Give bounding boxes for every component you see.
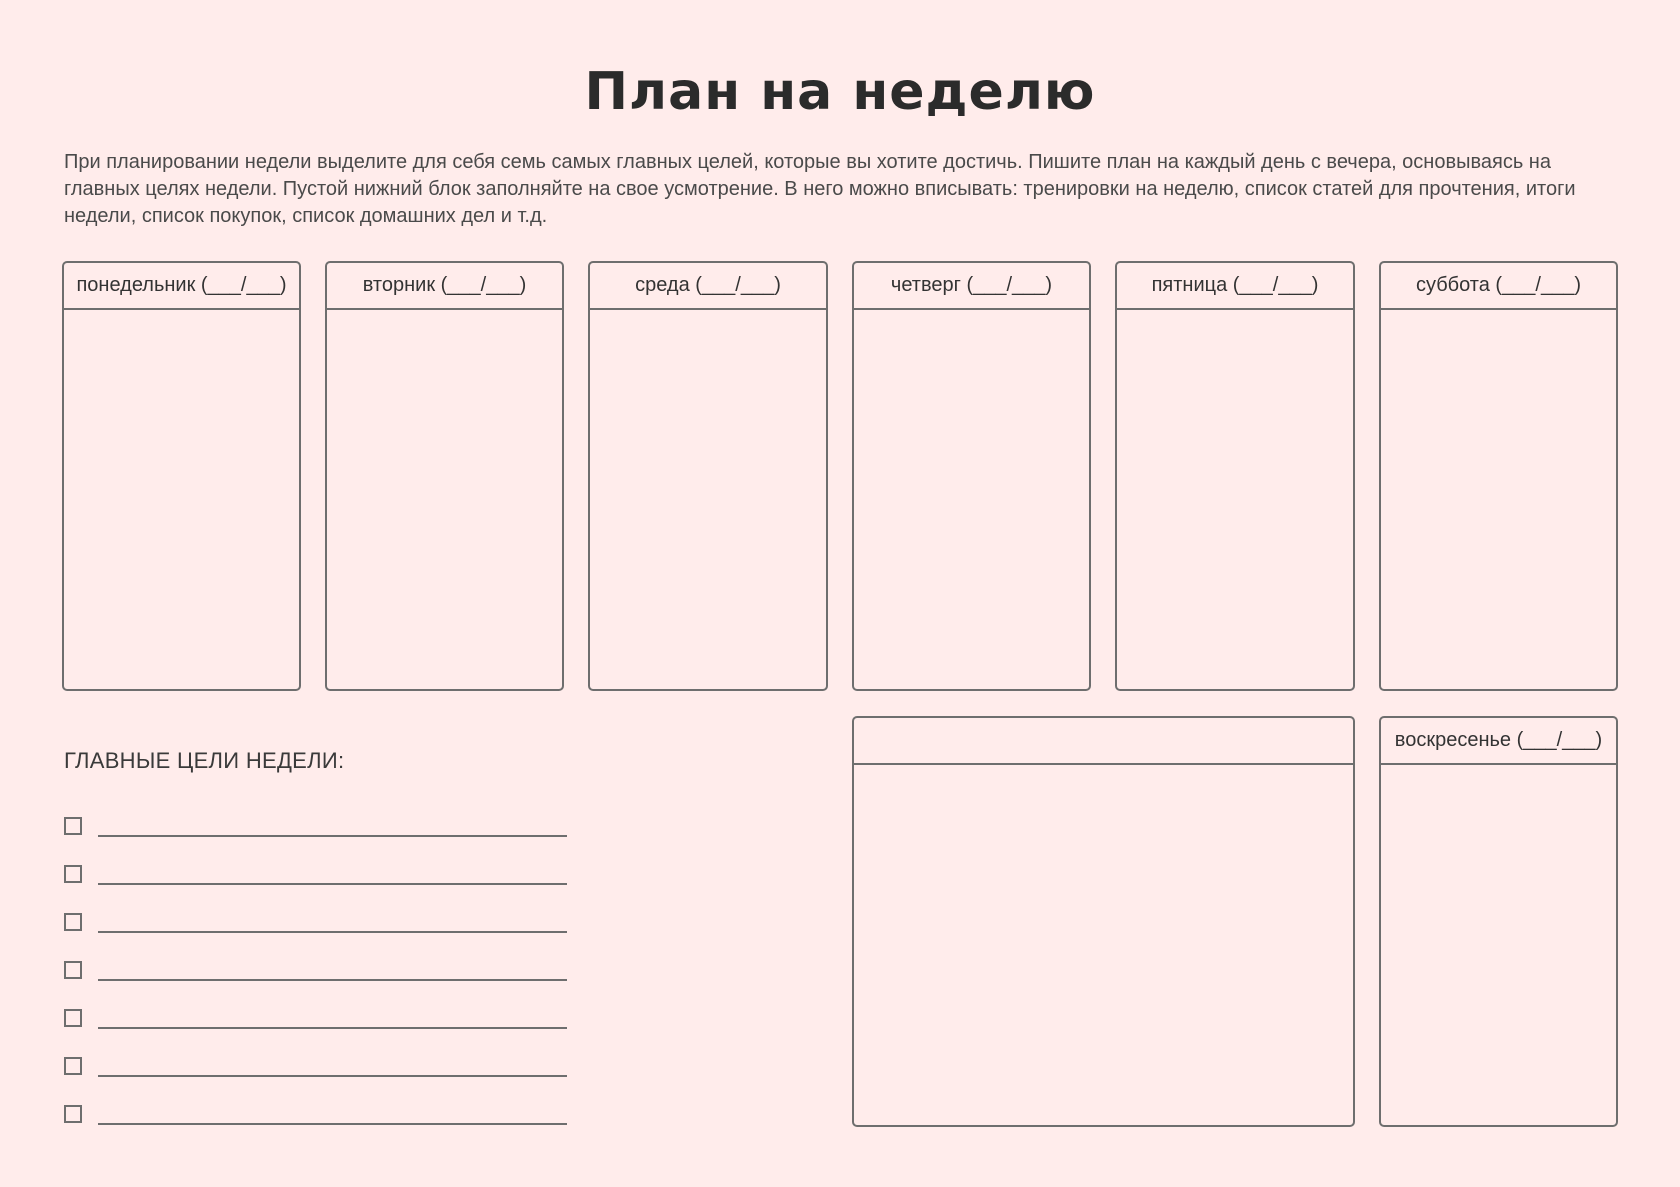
day-header-sunday: воскресенье (___/___) bbox=[1381, 718, 1616, 765]
day-header-monday: понедельник (___/___) bbox=[64, 263, 299, 310]
day-box-thursday[interactable] bbox=[852, 261, 1091, 691]
day-header-friday: пятница (___/___) bbox=[1117, 263, 1353, 310]
goal-checkbox[interactable] bbox=[64, 961, 82, 979]
day-box-tuesday[interactable] bbox=[325, 261, 564, 691]
goal-item bbox=[64, 865, 568, 889]
goal-item bbox=[64, 961, 568, 985]
goal-input-line[interactable] bbox=[98, 931, 567, 933]
day-box-saturday[interactable] bbox=[1379, 261, 1618, 691]
goal-item bbox=[64, 1009, 568, 1033]
custom-notes-box[interactable] bbox=[852, 716, 1355, 1127]
goal-input-line[interactable] bbox=[98, 1123, 567, 1125]
day-box-friday[interactable] bbox=[1115, 261, 1355, 691]
intro-text: При планировании недели выделите для себя семь самых главных целей, которые вы хотите достичь. Пишите план на каждый день с вечера, основываясь на главных целях недели. Пустой нижний блок заполняйте на свое усмотрение. В него можно вписывать: тренировки на неделю, список статей для прочтения, итоги недели, список покупок, список домашних дел и т.д. bbox=[64, 151, 1576, 227]
goal-input-line[interactable] bbox=[98, 835, 567, 837]
goal-item bbox=[64, 1105, 568, 1129]
goal-item bbox=[64, 817, 568, 841]
goal-input-line[interactable] bbox=[98, 979, 567, 981]
goal-item bbox=[64, 913, 568, 937]
day-box-sunday[interactable] bbox=[1379, 716, 1618, 1127]
goal-checkbox[interactable] bbox=[64, 1057, 82, 1075]
goal-checkbox[interactable] bbox=[64, 913, 82, 931]
goals-title: ГЛАВНЫЕ ЦЕЛИ НЕДЕЛИ: bbox=[64, 748, 345, 773]
goal-item bbox=[64, 1057, 568, 1081]
day-header-saturday: суббота (___/___) bbox=[1381, 263, 1616, 310]
custom-notes-header[interactable] bbox=[854, 718, 1353, 765]
goal-checkbox[interactable] bbox=[64, 1105, 82, 1123]
goal-checkbox[interactable] bbox=[64, 1009, 82, 1027]
day-box-monday[interactable] bbox=[62, 261, 301, 691]
day-header-wednesday: среда (___/___) bbox=[590, 263, 826, 310]
day-header-thursday: четверг (___/___) bbox=[854, 263, 1089, 310]
day-box-wednesday[interactable] bbox=[588, 261, 828, 691]
goal-checkbox[interactable] bbox=[64, 865, 82, 883]
goal-checkbox[interactable] bbox=[64, 817, 82, 835]
day-header-tuesday: вторник (___/___) bbox=[327, 263, 562, 310]
goal-input-line[interactable] bbox=[98, 1075, 567, 1077]
goal-input-line[interactable] bbox=[98, 1027, 567, 1029]
goal-input-line[interactable] bbox=[98, 883, 567, 885]
page-title: План на неделю bbox=[584, 62, 1096, 122]
